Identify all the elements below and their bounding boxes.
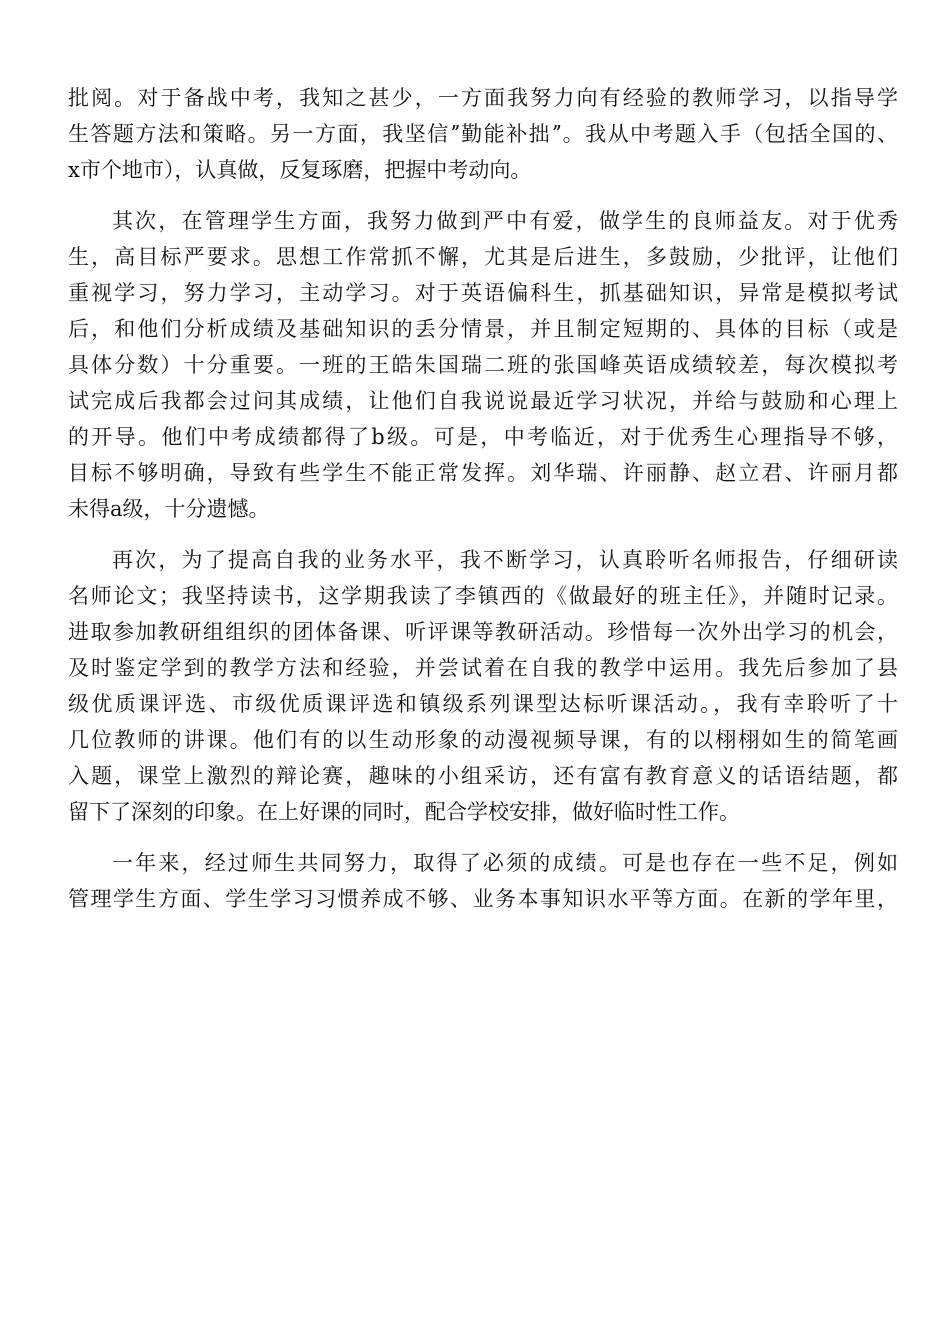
text-line: 及时鉴定学到的教学方法和经验，并尝试着在自我的教学中运用。我先后参加了县 xyxy=(68,656,898,680)
text-line: 留下了深刻的印象。在上好课的同时，配合学校安排，做好临时性工作。 xyxy=(68,800,740,824)
text-line: 的开导。他们中考成绩都得了b级。可是，中考临近，对于优秀生心理指导不够， xyxy=(68,425,898,449)
text-line: x市个地市），认真做，反复琢磨，把握中考动向。 xyxy=(68,158,532,182)
text-line: 试完成后我都会过问其成绩，让他们自我说说最近学习状况，并给与鼓励和心理上 xyxy=(68,389,898,413)
text-line: 进取参加教研组组织的团体备课、听评课等教研活动。珍惜每一次外出学习的机会， xyxy=(68,620,898,644)
paragraph-3 xyxy=(68,542,898,830)
text-line: 具体分数）十分重要。一班的王皓朱国瑞二班的张国峰英语成绩较差，每次模拟考 xyxy=(68,353,898,377)
paragraph-4 xyxy=(68,845,898,917)
text-line: 目标不够明确，导致有些学生不能正常发挥。刘华瑞、许丽静、赵立君、许丽月都 xyxy=(68,461,898,485)
text-line: 再次，为了提高自我的业务水平，我不断学习，认真聆听名师报告，仔细研读 xyxy=(112,548,898,572)
paragraph-1 xyxy=(68,80,898,188)
text-line: 管理学生方面、学生学习习惯养成不够、业务本事知识水平等方面。在新的学年里， xyxy=(68,887,898,911)
text-line: 生，高目标严要求。思想工作常抓不懈，尤其是后进生，多鼓励，少批评，让他们 xyxy=(68,245,898,269)
text-line: 批阅。对于备战中考，我知之甚少，一方面我努力向有经验的教师学习，以指导学 xyxy=(68,86,898,110)
text-line: 重视学习，努力学习，主动学习。对于英语偏科生，抓基础知识，异常是模拟考试 xyxy=(68,281,898,305)
document-body xyxy=(68,80,898,917)
text-line: 级优质课评选、市级优质课评选和镇级系列课型达标听课活动。，我有幸聆听了十 xyxy=(68,692,898,716)
text-line: 后，和他们分析成绩及基础知识的丢分情景，并且制定短期的、具体的目标（或是 xyxy=(68,317,898,341)
text-line: 生答题方法和策略。另一方面，我坚信ˮ勤能补拙ˮ。我从中考题入手（包括全国的、 xyxy=(68,122,898,146)
paragraph-2 xyxy=(68,203,898,527)
text-line: 几位教师的讲课。他们有的以生动形象的动漫视频导课，有的以栩栩如生的简笔画 xyxy=(68,728,898,752)
text-line: 名师论文；我坚持读书，这学期我读了李镇西的《做最好的班主任》，并随时记录。 xyxy=(68,584,898,608)
text-line: 未得a级，十分遗憾。 xyxy=(68,497,270,521)
text-line: 入题，课堂上激烈的辩论赛，趣味的小组采访，还有富有教育意义的话语结题，都 xyxy=(68,764,898,788)
text-line: 一年来，经过师生共同努力，取得了必须的成绩。可是也存在一些不足，例如 xyxy=(112,851,898,875)
text-line: 其次，在管理学生方面，我努力做到严中有爱，做学生的良师益友。对于优秀 xyxy=(112,209,898,233)
